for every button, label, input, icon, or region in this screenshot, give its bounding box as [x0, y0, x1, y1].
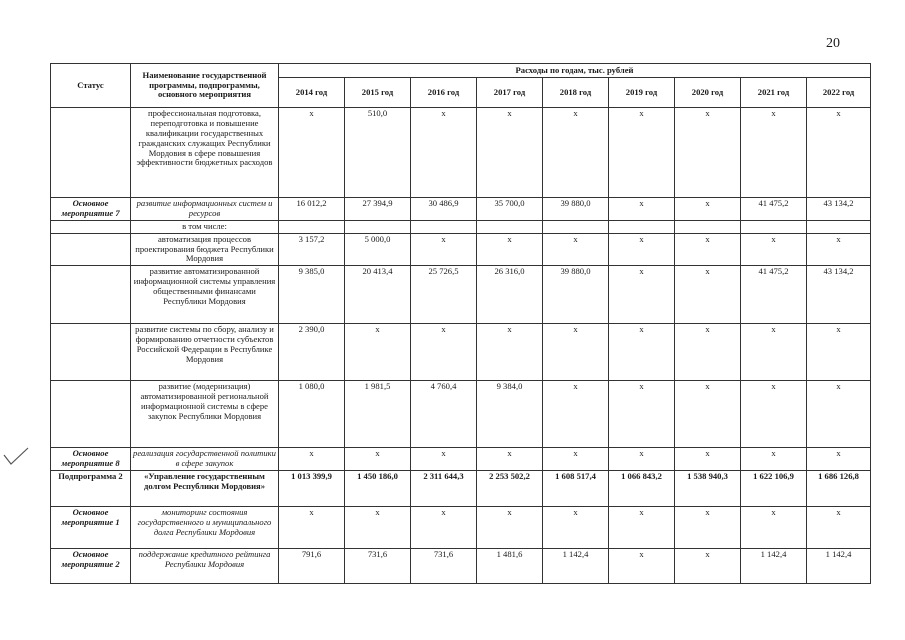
row-value: х: [741, 507, 807, 549]
row-value: 26 316,0: [477, 266, 543, 324]
row-status: Основное мероприятие 2: [51, 549, 131, 584]
row-status: [51, 220, 131, 233]
row-value: [411, 220, 477, 233]
table-row: [51, 507, 871, 549]
row-value: 5 000,0: [345, 233, 411, 266]
row-status: [51, 108, 131, 198]
row-value: 1 538 940,3: [675, 471, 741, 507]
row-value: х: [807, 108, 871, 198]
row-value: х: [609, 507, 675, 549]
row-name: развитие информационных систем и ресурсов: [131, 198, 279, 221]
row-value: 35 700,0: [477, 198, 543, 221]
row-value: 43 134,2: [807, 266, 871, 324]
row-value: 1 142,4: [807, 549, 871, 584]
row-value: 9 384,0: [477, 381, 543, 448]
budget-table: [50, 63, 871, 584]
row-value: х: [675, 448, 741, 471]
row-value: х: [543, 448, 609, 471]
row-value: [675, 220, 741, 233]
row-value: 1 450 186,0: [345, 471, 411, 507]
row-value: 2 311 644,3: [411, 471, 477, 507]
header-year: 2016 год: [411, 78, 477, 108]
row-value: х: [279, 108, 345, 198]
header-year: 2015 год: [345, 78, 411, 108]
row-value: 4 760,4: [411, 381, 477, 448]
row-value: 731,6: [345, 549, 411, 584]
row-value: 3 157,2: [279, 233, 345, 266]
row-name: поддержание кредитного рейтинга Республики Мордовия: [131, 549, 279, 584]
row-value: х: [345, 448, 411, 471]
table-row: [51, 198, 871, 221]
row-status: Основное мероприятие 8: [51, 448, 131, 471]
row-status: [51, 324, 131, 381]
row-value: х: [675, 108, 741, 198]
row-value: х: [477, 108, 543, 198]
row-status: [51, 266, 131, 324]
row-value: 1 066 843,2: [609, 471, 675, 507]
row-status: Основное мероприятие 7: [51, 198, 131, 221]
row-value: 27 394,9: [345, 198, 411, 221]
page-number: 20: [826, 36, 840, 51]
row-value: х: [609, 108, 675, 198]
row-value: х: [477, 324, 543, 381]
row-value: х: [543, 507, 609, 549]
row-value: х: [345, 507, 411, 549]
row-name: развитие (модернизация) автоматизированной региональной информационной системы в сфере закупок Республики Мордовия: [131, 381, 279, 448]
row-value: х: [675, 381, 741, 448]
row-value: 41 475,2: [741, 266, 807, 324]
row-value: х: [279, 448, 345, 471]
row-value: 39 880,0: [543, 266, 609, 324]
row-value: 1 981,5: [345, 381, 411, 448]
table-row: [51, 549, 871, 584]
row-value: х: [609, 266, 675, 324]
row-value: 1 142,4: [741, 549, 807, 584]
row-value: х: [411, 324, 477, 381]
table-row: [51, 381, 871, 448]
table-row: [51, 220, 871, 233]
header-year: 2021 год: [741, 78, 807, 108]
row-value: х: [543, 324, 609, 381]
row-name: «Управление государственным долгом Республики Мордовия»: [131, 471, 279, 507]
row-value: х: [675, 198, 741, 221]
row-value: 1 481,6: [477, 549, 543, 584]
row-status: Подпрограмма 2: [51, 471, 131, 507]
row-value: 25 726,5: [411, 266, 477, 324]
table-row: [51, 471, 871, 507]
row-value: х: [807, 507, 871, 549]
header-year: 2019 год: [609, 78, 675, 108]
row-value: 41 475,2: [741, 198, 807, 221]
row-name: профессиональная подготовка, переподготовка и повышение квалификации государственных гражданских служащих Республики Мордовия в сфере повышения эффективности бюджетных расходов: [131, 108, 279, 198]
row-value: 1 608 517,4: [543, 471, 609, 507]
header-name: Наименование государственной программы, подпрограммы, основного мероприятия: [131, 64, 279, 108]
row-value: [477, 220, 543, 233]
row-name: в том числе:: [131, 220, 279, 233]
row-value: х: [807, 448, 871, 471]
table-row: [51, 233, 871, 266]
row-value: [543, 220, 609, 233]
row-value: х: [609, 448, 675, 471]
row-value: 731,6: [411, 549, 477, 584]
row-value: 39 880,0: [543, 198, 609, 221]
header-year: 2022 год: [807, 78, 871, 108]
header-year: 2017 год: [477, 78, 543, 108]
row-value: х: [675, 549, 741, 584]
row-value: 43 134,2: [807, 198, 871, 221]
row-value: 16 012,2: [279, 198, 345, 221]
row-value: [807, 220, 871, 233]
row-value: х: [609, 198, 675, 221]
table-row: [51, 266, 871, 324]
row-value: [609, 220, 675, 233]
row-value: 1 080,0: [279, 381, 345, 448]
row-value: х: [411, 233, 477, 266]
row-value: х: [675, 233, 741, 266]
row-value: 510,0: [345, 108, 411, 198]
row-value: х: [543, 108, 609, 198]
row-value: х: [477, 448, 543, 471]
row-value: х: [411, 448, 477, 471]
row-value: х: [609, 549, 675, 584]
row-value: х: [609, 233, 675, 266]
row-value: х: [411, 108, 477, 198]
row-value: х: [741, 448, 807, 471]
header-expenses: Расходы по годам, тыс. рублей: [279, 64, 871, 78]
row-value: х: [675, 324, 741, 381]
row-value: х: [741, 233, 807, 266]
row-value: 2 253 502,2: [477, 471, 543, 507]
row-value: х: [477, 233, 543, 266]
row-value: х: [345, 324, 411, 381]
row-value: х: [609, 324, 675, 381]
row-value: х: [543, 381, 609, 448]
row-value: х: [675, 507, 741, 549]
row-value: х: [477, 507, 543, 549]
row-name: автоматизация процессов проектирования бюджета Республики Мордовия: [131, 233, 279, 266]
header-year: 2020 год: [675, 78, 741, 108]
row-value: х: [411, 507, 477, 549]
row-value: 1 622 106,9: [741, 471, 807, 507]
row-value: х: [675, 266, 741, 324]
row-value: 791,6: [279, 549, 345, 584]
row-status: [51, 233, 131, 266]
row-name: развитие системы по сбору, анализу и формированию отчетности субъектов Российской Федерации в Республике Мордовия: [131, 324, 279, 381]
row-value: 1 013 399,9: [279, 471, 345, 507]
table-row: [51, 108, 871, 198]
row-value: 30 486,9: [411, 198, 477, 221]
row-value: [741, 220, 807, 233]
row-value: х: [807, 324, 871, 381]
row-value: х: [543, 233, 609, 266]
row-value: 2 390,0: [279, 324, 345, 381]
header-year: 2014 год: [279, 78, 345, 108]
row-name: мониторинг состояния государственного и муниципального долга Республики Мордовия: [131, 507, 279, 549]
table-row: [51, 448, 871, 471]
row-value: х: [741, 324, 807, 381]
row-value: 1 142,4: [543, 549, 609, 584]
row-value: [345, 220, 411, 233]
row-name: развитие автоматизированной информационной системы управления общественными финансами Республики Мордовия: [131, 266, 279, 324]
row-value: х: [279, 507, 345, 549]
row-status: [51, 381, 131, 448]
row-value: х: [609, 381, 675, 448]
row-value: 1 686 126,8: [807, 471, 871, 507]
header-year: 2018 год: [543, 78, 609, 108]
row-value: [279, 220, 345, 233]
row-value: 9 385,0: [279, 266, 345, 324]
row-name: реализация государственной политики в сфере закупок: [131, 448, 279, 471]
row-status: Основное мероприятие 1: [51, 507, 131, 549]
row-value: х: [807, 233, 871, 266]
table-row: [51, 324, 871, 381]
row-value: х: [741, 381, 807, 448]
header-status: Статус: [51, 64, 131, 108]
row-value: х: [741, 108, 807, 198]
row-value: 20 413,4: [345, 266, 411, 324]
row-value: х: [807, 381, 871, 448]
handwritten-checkmark: [2, 446, 30, 468]
